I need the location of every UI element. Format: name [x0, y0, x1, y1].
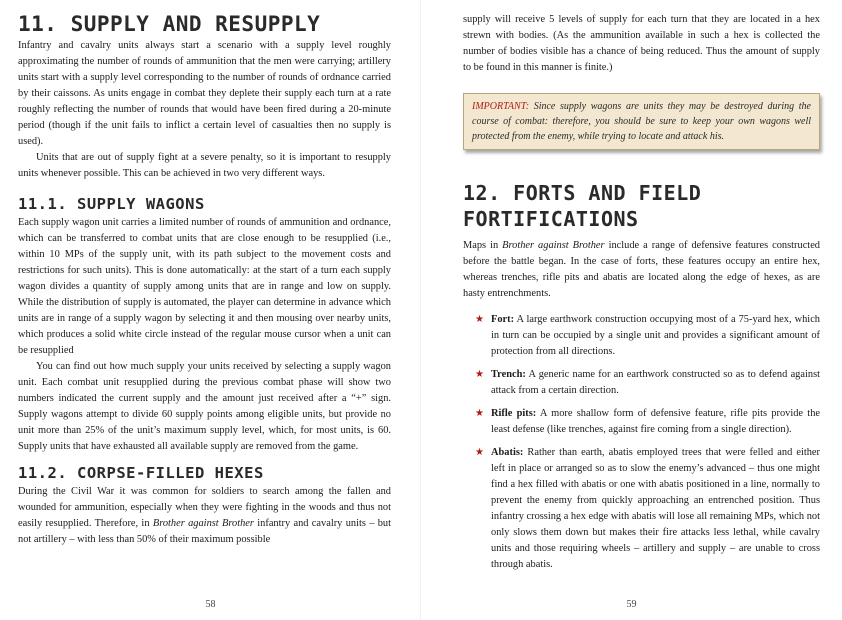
- definition: A large earthwork construction occupying most of a 75-yard hex, which in turn can be occupied by a single unit and provides a significant amount of protection from all directions.: [491, 314, 820, 357]
- definition: A more shallow form of defensive feature, rifle pits provide the least defense (like trenches, against fire coming from a single direction).: [491, 408, 820, 435]
- list-item: [463, 312, 820, 360]
- section-11-paragraph-1: Infantry and cavalry units always start a scenario with a supply level roughly approximating the number of rounds of ammunition that the men were carrying; artillery units start with a supply level corresponding to the number of rounds of ordnance carried by their caissons. As units engage in combat they deplete their supply each turn at a rate roughly reflecting the number of rounds that would have been fired during a 20-minute period (though if the unit fails to inflict a certain level of casualties then no supply is used).: [18, 40, 391, 147]
- section-11-2-heading: 11.2. CORPSE-FILLED HEXES: [18, 464, 264, 482]
- red-star-icon: ★: [475, 447, 484, 458]
- red-star-icon: ★: [475, 408, 484, 419]
- red-star-icon: ★: [475, 314, 484, 325]
- term: Trench:: [491, 369, 526, 380]
- section-11-paragraph-2: Units that are out of supply fight at a severe penalty, so it is important to resupply units whenever possible. This can be achieved in two very different ways.: [18, 152, 391, 179]
- term: Abatis:: [491, 447, 524, 458]
- page-number-right: 59: [626, 599, 637, 610]
- important-callout-box: [463, 93, 820, 150]
- section-11-1-paragraph-2: You can find out how much supply your units received by selecting a supply wagon unit. Each combat unit resupplied during the previous combat phase will show two numbers indicated the current supply and the amount just received after a “+” sign. Supply wagons attempt to divide 60 supply points among eligible units, but provide no unit more than 25% of the unit’s maximum supply level, which, for most units, is 60. Supply units that have exhausted all available supply are removed from the game.: [18, 361, 391, 452]
- red-star-icon: ★: [475, 369, 484, 380]
- section-11-heading: 11. SUPPLY AND RESUPPLY: [18, 12, 321, 36]
- callout-label: IMPORTANT:: [472, 101, 530, 112]
- definition: A generic name for an earthwork constructed so as to defend against attack from a certain direction.: [491, 369, 820, 396]
- text-run: include a range of defensive features constructed before the battle began. In the case of forts, these features occupy an entire hex, whereas trenches, rifle pits and abatis are located along the edge of hexes, as are hasty entrenchments.: [463, 240, 820, 299]
- section-11-1-heading: 11.1. SUPPLY WAGONS: [18, 195, 205, 213]
- list-item-text: [491, 367, 820, 399]
- fortification-list: [463, 312, 820, 573]
- list-item-text: [491, 312, 820, 360]
- game-title-italic: Brother against Brother: [502, 240, 605, 251]
- term: Rifle pits:: [491, 408, 537, 419]
- callout-body: Since supply wagons are units they may be destroyed during the course of combat: therefore, you should be sure to keep your own wagons well protected from the enemy, while trying to locate and attack his.: [472, 101, 811, 142]
- section-12-heading: 12. FORTS AND FIELD FORTIFICATIONS: [463, 181, 702, 231]
- section-11-1-paragraph-1: Each supply wagon unit carries a limited number of rounds of ammunition and ordnance, which can be transferred to combat units that are close enough to be resupplied (i.e., within 10 MPs of the supply unit, with its path subject to the movement costs and restrictions for such units). This is done automatically: at the start of a turn each supply wagon divides a quantity of supply among units that are in range and low on supply. While the distribution of supply is automated, the player can determine in advance which units are in range of a supply wagon by selecting it and then mousing over nearby units, which produces a solid white circle instead of the regular mouse cursor when a unit can be resupplied: [18, 217, 391, 356]
- list-item: [463, 445, 820, 573]
- list-item: [463, 406, 820, 438]
- section-11-2-paragraph-1: [18, 484, 391, 548]
- list-item: [463, 367, 820, 399]
- list-item-text: [491, 445, 820, 573]
- callout-text: [472, 99, 811, 144]
- text-run: Maps in: [463, 240, 503, 251]
- text-run: During the Civil War it was common for soldiers to search among the fallen and wounded for ammunition, especially when they were fighting in the woods and thus not easily resupplied. Therefore, in: [18, 486, 391, 529]
- page-number-left: 58: [205, 599, 216, 610]
- right-page: [421, 0, 842, 620]
- term: Fort:: [491, 314, 515, 325]
- text-run: infantry and cavalry units – but not artillery – with less than 50% of their maximum possible: [18, 518, 392, 545]
- section-12-intro: [463, 238, 820, 302]
- continued-paragraph: supply will receive 5 levels of supply for each turn that they are located in a hex strewn with bodies. (As the ammunition available in such a hex is collected the number of bodies visible has a chance of being reduced. Thus the amount of supply to be found in this manner is finite.): [463, 14, 820, 73]
- list-item-text: [491, 406, 820, 438]
- game-title-italic: Brother against Brother: [152, 518, 254, 529]
- definition: Rather than earth, abatis employed trees that were felled and either left in place or arranged so as to slow the enemy’s advanced – thus one might find a hex filled with abatis or one with abatis positioned in a line, normally to prevent the enemy from quickly approaching an entrenched position. Thus infantry crossing a hex edge with abatis will lose all remaining MPs, which not only slows them down but makes their fire attacks less lethal, while cavalry units and those requiring wheels – artillery and supply – are unable to cross through abatis.: [491, 447, 820, 570]
